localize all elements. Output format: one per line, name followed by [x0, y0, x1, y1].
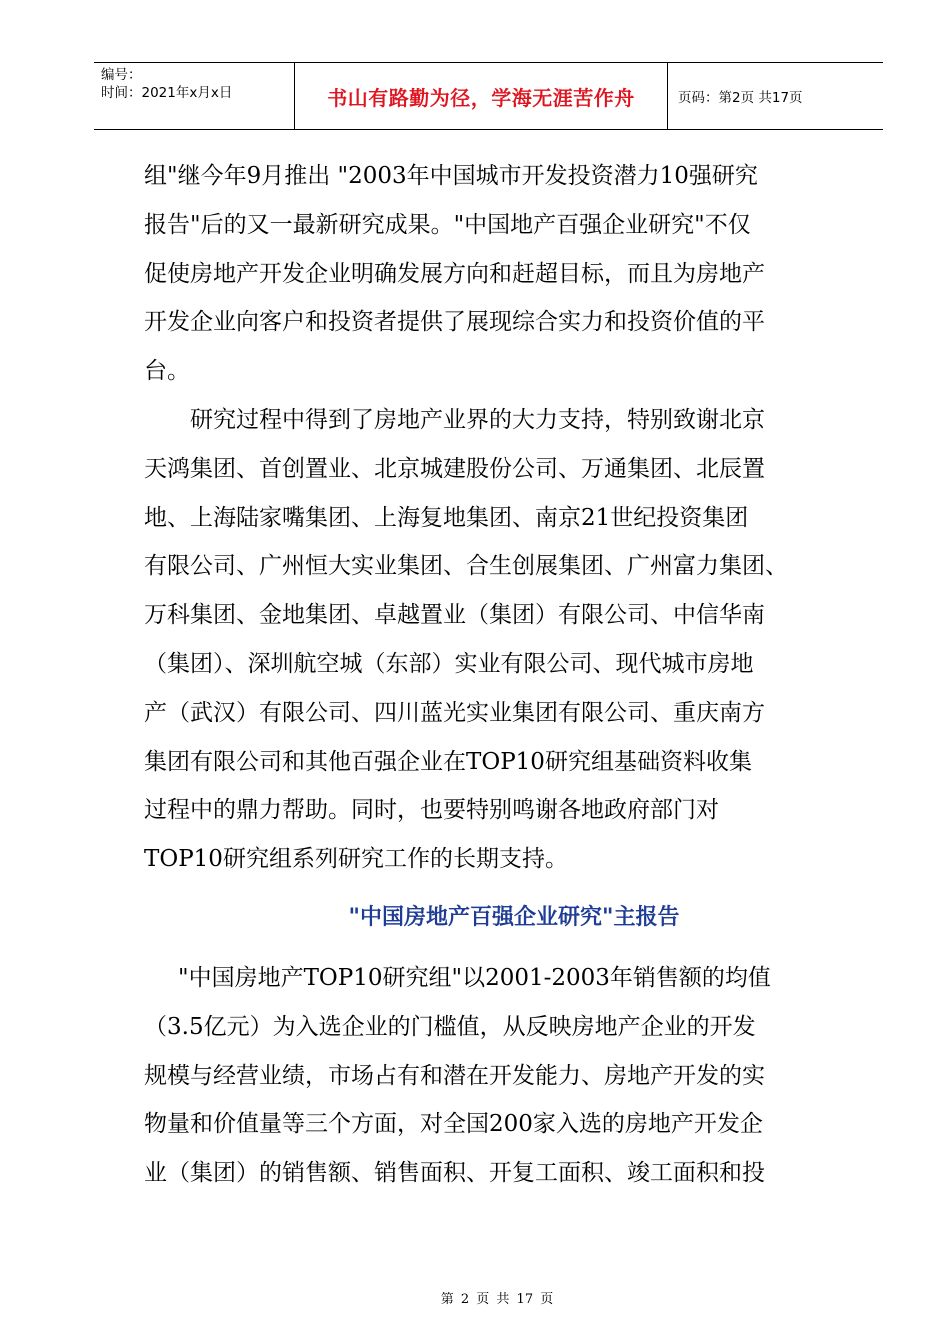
text-line: 物量和价值量等三个方面，对全国200家入选的房地产开发企 [144, 1111, 763, 1138]
paragraph-1 [144, 152, 844, 396]
page-header [94, 62, 883, 130]
header-meta [94, 63, 295, 129]
header-motto: 书山有路勤为径，学海无涯苦作舟 [295, 63, 668, 129]
paragraph-3 [144, 954, 844, 1198]
text-line: 组"继今年9月推出 "2003年中国城市开发投资潜力10强研究 [144, 163, 758, 189]
text-line: 有限公司、广州恒大实业集团、合生创展集团、广州富力集团、 [144, 553, 788, 580]
text-line: （3.5亿元）为入选企业的门槛值，从反映房地产企业的开发 [144, 1013, 756, 1040]
page-footer: 第 2 页 共 17 页 [440, 1292, 554, 1307]
text-line: 集团有限公司和其他百强企业在TOP10研究组基础资料收集 [144, 748, 752, 775]
document-time-label: 时间：2021年x月x日 [101, 85, 233, 101]
section-title: "中国房地产百强企业研究"主报告 [348, 904, 680, 930]
text-line: 万科集团、金地集团、卓越置业（集团）有限公司、中信华南 [144, 602, 765, 629]
document-body [144, 152, 844, 1198]
text-line: 台。 [144, 358, 190, 385]
text-line: 研究过程中得到了房地产业界的大力支持，特别致谢北京 [190, 406, 765, 433]
document-number-label: 编号： [101, 67, 142, 83]
text-line: 地、上海陆家嘴集团、上海复地集团、南京21世纪投资集团 [144, 504, 749, 531]
text-line: 过程中的鼎力帮助。同时，也要特别鸣谢各地政府部门对 [144, 797, 719, 824]
text-line: 报告"后的又一最新研究成果。"中国地产百强企业研究"不仅 [144, 211, 751, 238]
text-line: 促使房地产开发企业明确发展方向和赶超目标，而且为房地产 [144, 260, 765, 287]
paragraph-2 [144, 396, 844, 884]
header-page-info: 页码：第2页 共17页 [678, 90, 803, 106]
text-line: 产（武汉）有限公司、四川蓝光实业集团有限公司、重庆南方 [144, 699, 765, 726]
text-line: 开发企业向客户和投资者提供了展现综合实力和投资价值的平 [144, 309, 765, 336]
text-line: TOP10研究组系列研究工作的长期支持。 [144, 846, 568, 873]
text-line: "中国房地产TOP10研究组"以2001-2003年销售额的均值 [178, 964, 771, 991]
text-line: （集团）、深圳航空城（东部）实业有限公司、现代城市房地 [144, 650, 754, 677]
text-line: 天鸿集团、首创置业、北京城建股份公司、万通集团、北辰置 [144, 455, 765, 482]
text-line: 规模与经营业绩，市场占有和潜在开发能力、房地产开发的实 [144, 1062, 765, 1089]
text-line: 业（集团）的销售额、销售面积、开复工面积、竣工面积和投 [144, 1160, 765, 1187]
